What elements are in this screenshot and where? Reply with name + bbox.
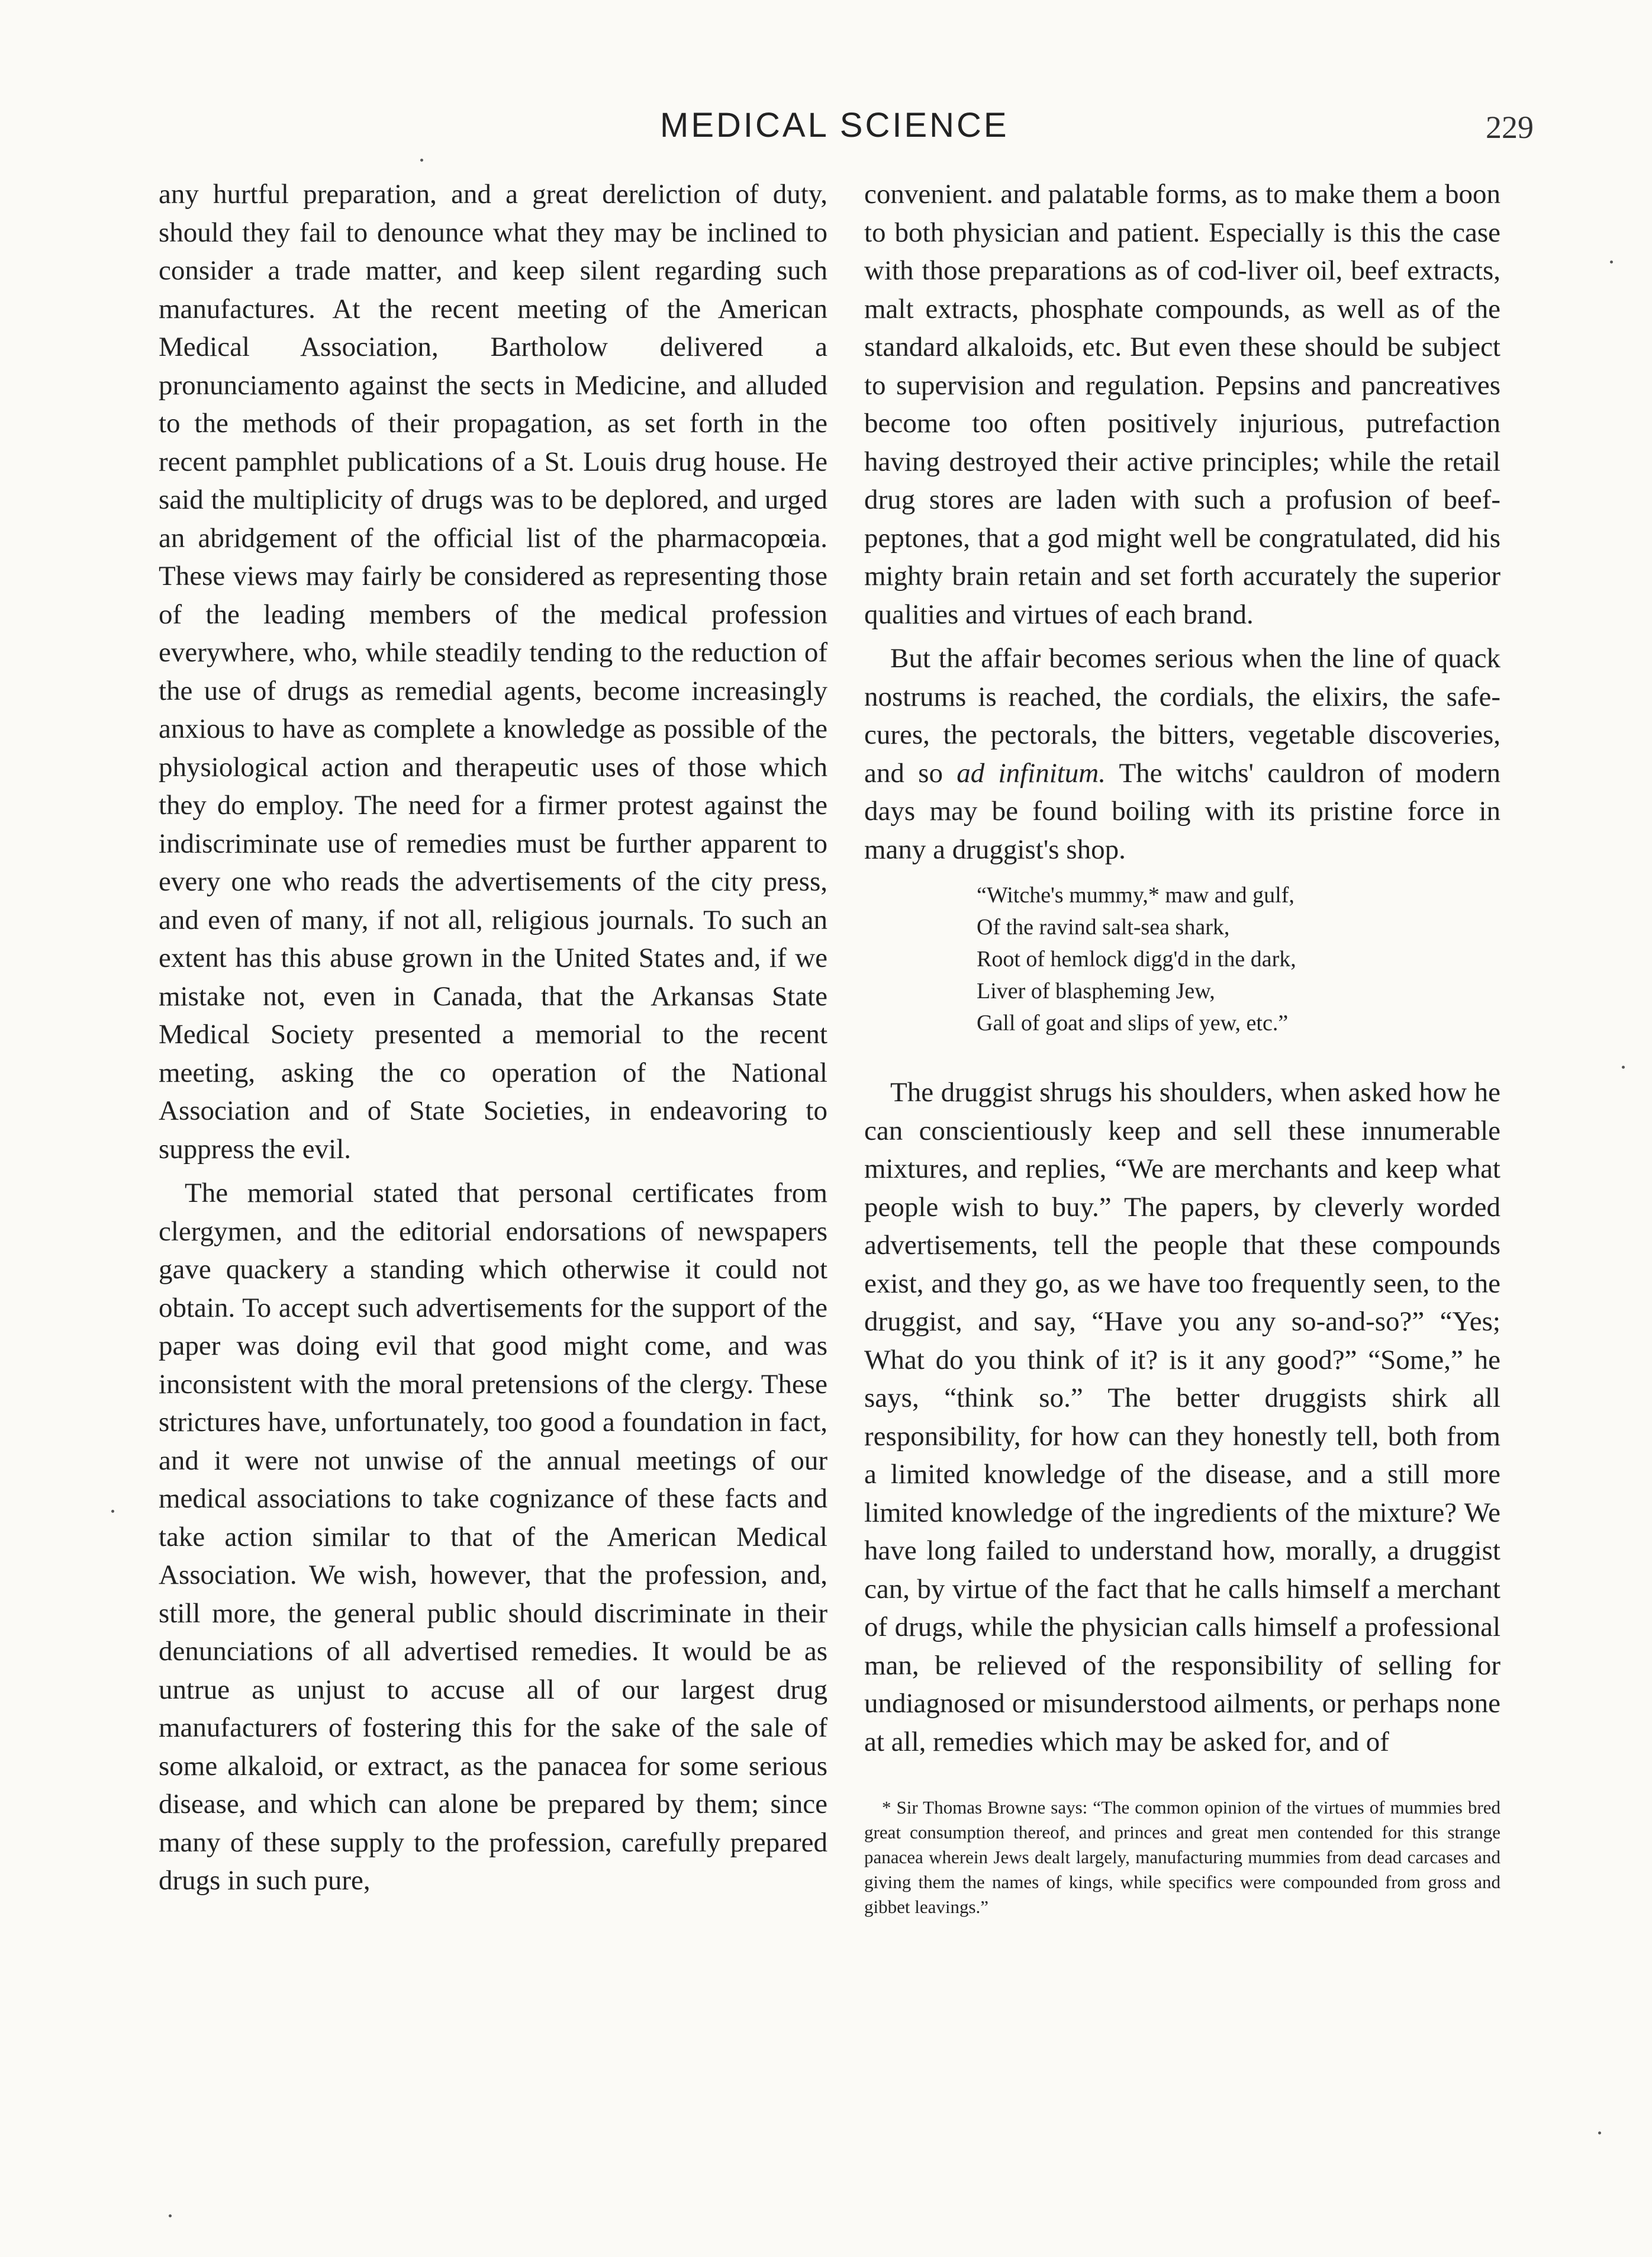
left-paragraph-1: any hurtful preparation, and a great dereliction of duty, should they fail to denounce what they may be inclined to consider a trade matter, and keep silent regarding such manufactures. At the recent meeting of the American Medical Association, Bartholow delivered a pronunciamento against the sects in Medicine, and alluded to the methods of their propagation, as set forth in the recent pamphlet publications of a St. Louis drug house. He said the multiplicity of drugs was to be deplored, and urged an abridgement of the official list of the pharmacopœia. These views may fairly be considered as representing those of the leading members of the medical profession everywhere, who, while steadily tending to the reduction of the use of drugs as remedial agents, become increasingly anxious to have as complete a knowledge as possible of the physiological action and therapeutic uses of those which they do employ. The need for a firmer protest against the indiscriminate use of remedies must be further apparent to every one who reads the advertisements of the city press, and even of many, if not all, religious journals. To such an extent has this abuse grown in the United States and, if we mistake not, even in Canada, that the Arkansas State Medical Society presented a memorial to the recent meeting, asking the co operation of the National Association and of State Societies, in endeavoring to suppress the evil. (159, 179, 827, 1165)
verse-line: Gall of goat and slips of yew, etc.” (977, 1011, 1289, 1036)
verse-line: Liver of blaspheming Jew, (977, 979, 1215, 1004)
scan-speck (1622, 1066, 1625, 1069)
page-header (0, 105, 1652, 147)
verse-line: “Witche's mummy,* maw and gulf, (977, 883, 1294, 908)
verse-line: Of the ravind salt-sea shark, (977, 915, 1230, 940)
right-paragraph-2 (864, 639, 1500, 869)
scan-speck (1598, 2131, 1601, 2134)
page-number: 229 (1486, 110, 1534, 145)
running-head: MEDICAL SCIENCE (660, 106, 1009, 144)
scan-speck (1610, 261, 1613, 263)
verse-line: Root of hemlock digg'd in the dark, (977, 947, 1296, 972)
latin-phrase: ad infinitum. (957, 757, 1106, 789)
scan-speck (420, 159, 423, 162)
footnote: * Sir Thomas Browne says: “The common opinion of the virtues of mummies bred great consumption thereof, and princes and great men contended for this strange panacea wherein Jews dealt largely, manufacturing mummies from dead carcases and giving them the names of kings, while specifics were compounded from gross and gibbet leavings.” (864, 1797, 1500, 1917)
right-paragraph-3: The druggist shrugs his shoulders, when asked how he can conscientiously keep and sell these innumerable mixtures, and replies, “We are merchants and keep what people wish to buy.” The papers, by cleverly worded advertisements, tell the people that these compounds exist, and they go, as we have too frequently seen, to the druggist, and say, “Have you any so-and-so?” “Yes; What do you think of it? is it any good?” “Some,” he says, “think so.” The better druggists shirk all responsibility, for how can they honestly tell, both from a limited knowledge of the disease, and a still more limited knowledge of the ingredients of the mixture? We have long failed to understand how, morally, a druggist can, by virtue of the fact that he calls himself a merchant of drugs, while the physician calls himself a professional man, be relieved of the responsibility of selling for undiagnosed or misunderstood ailments, or perhaps none at all, remedies which may be asked for, and of (864, 1077, 1500, 1757)
left-column (159, 175, 827, 1900)
right-paragraph-1: convenient. and palatable forms, as to make them a boon to both physician and patient. Especially is this the case with those preparations as of cod-liver oil, beef extracts, malt extracts, phosphate compounds, as well as of the standard alkaloids, etc. But even these should be subject to supervision and regulation. Pepsins and pancreatives become too often positively injurious, putrefaction having destroyed their active principles; while the retail drug stores are laden with such a profusion of beef-peptones, that a god might well be congratulated, did his mighty brain retain and set forth accurately the superior qualities and virtues of each brand. (864, 179, 1500, 630)
verse-quotation (864, 879, 1500, 1039)
scan-speck (111, 1510, 114, 1513)
right-paragraph-2-text-b: The witchs' cauldron of modern days may be found boiling with its pristine force in many a druggist's shop. (864, 757, 1501, 865)
right-paragraph-2-text-a: But the affair becomes serious when the line of quack nostrums is reached, the cordials, the elixirs, the safe-cures, the pectorals, the bitters, vegetable discoveries, and so (864, 643, 1500, 789)
right-column (864, 175, 1500, 1920)
scan-speck (169, 2214, 172, 2217)
left-paragraph-2: The memorial stated that personal certificates from clergymen, and the editorial endorsations of newspapers gave quackery a standing which otherwise it could not obtain. To accept such advertisements for the support of the paper was doing evil that good might come, and was inconsistent with the moral pretensions of the clergy. These strictures have, unfortunately, too good a foundation in fact, and it were not unwise of the annual meetings of our medical associations to take cognizance of these facts and take action similar to that of the American Medical Association. We wish, however, that the profession, and, still more, the general public should discriminate in their denunciations of all advertised remedies. It would be as untrue as unjust to accuse all of our largest drug manufacturers of fostering this for the sake of the sale of some alkaloid, or extract, as the panacea for some serious disease, and which can alone be prepared by them; since many of these supply to the profession, carefully prepared drugs in such pure, (159, 1178, 827, 1896)
